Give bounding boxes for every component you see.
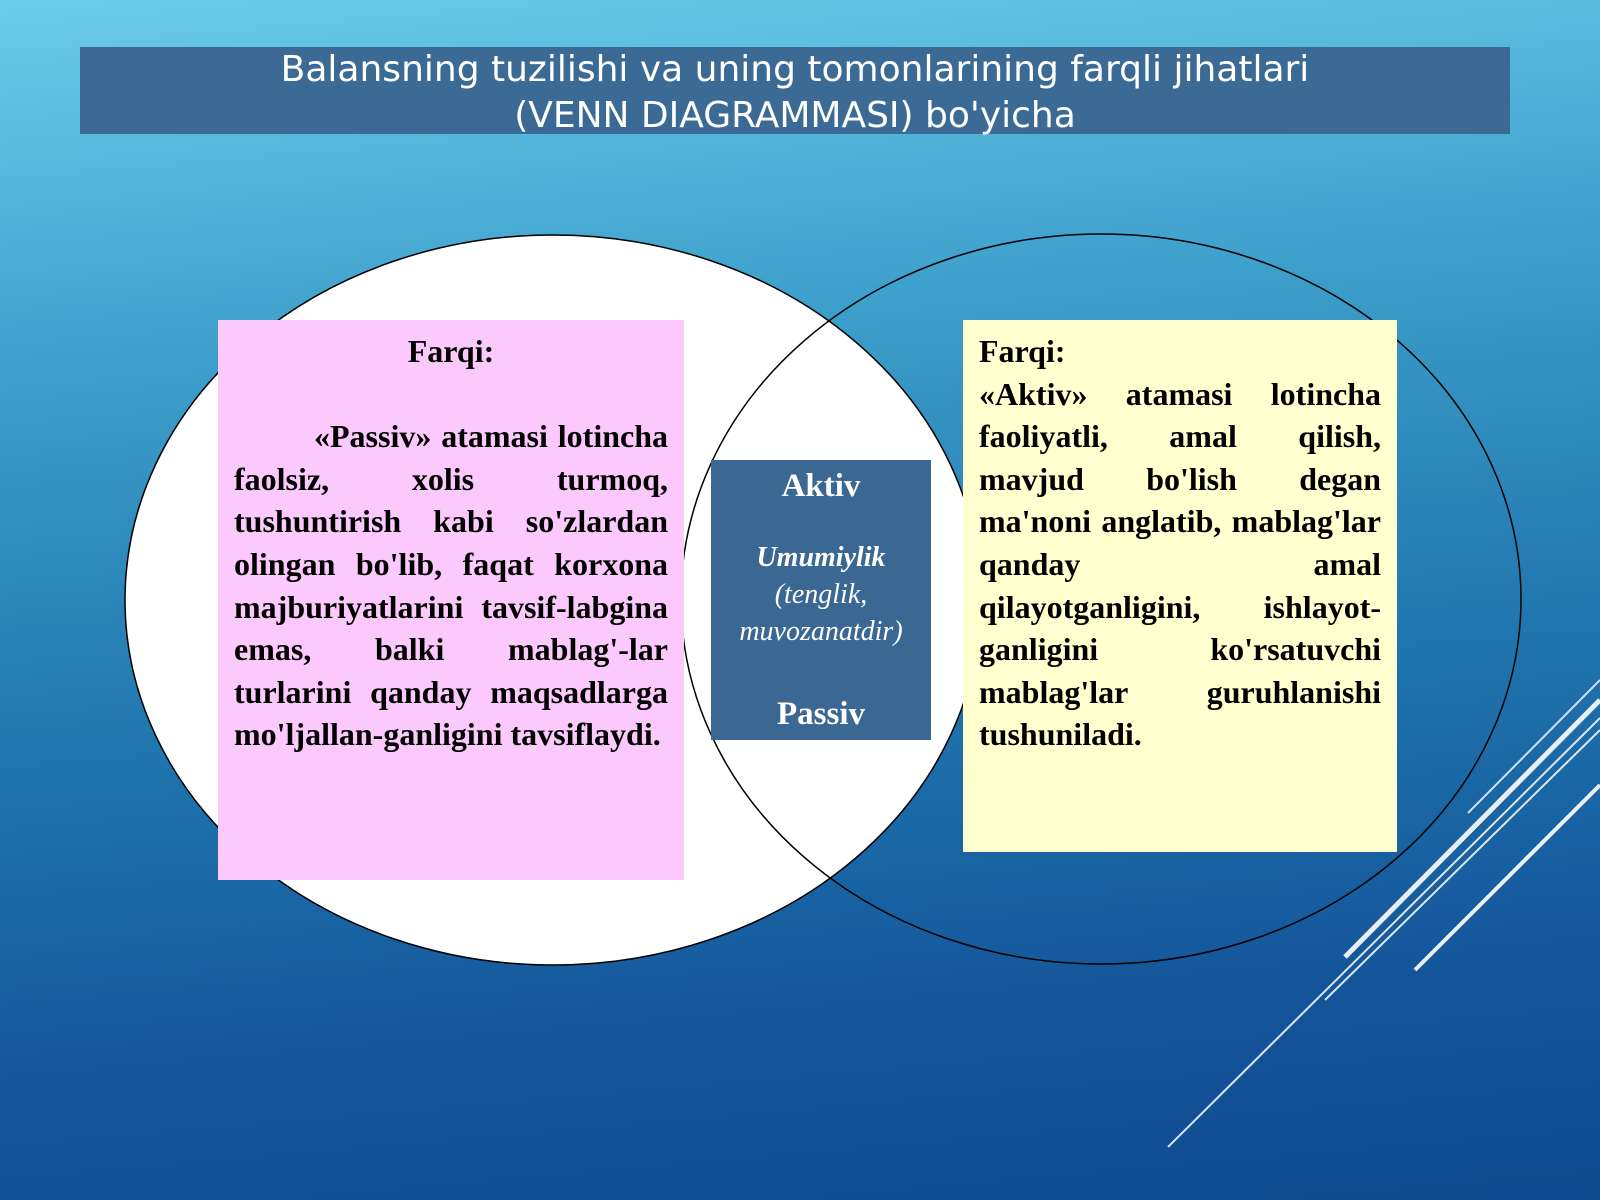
passiv-box-heading: Farqi: [407,333,495,369]
center-common-note: (tenglik, muvozanatdir) [739,579,903,647]
center-passiv-label: Passiv [776,696,865,732]
passiv-difference-box [218,320,684,880]
center-common-label: Umumiylik [756,542,886,573]
aktiv-box-heading: Farqi: [979,333,1066,369]
common-ground-box [711,460,931,740]
passiv-box-text: «Passiv» atamasi lotincha faolsiz, xolis turmoq, tushuntirish kabi so'zlardan olingan bo'lib, faqat korxona majburiyatlarini tavsif-labgina emas, balki mablag'-lar turlarini qanday maqsadlarga mo'ljallan-ganligini tavsiflaydi. [234,418,668,753]
title-line-1: Balansning tuzilishi va uning tomonlarining farqli jihatlari [280,49,1310,90]
aktiv-box-text: «Aktiv» atamasi lotincha faoliyatli, amal qilish, mavjud bo'lish degan ma'noni anglatib, mablag'lar qanday amal qilayotganligini, ishlayot-ganligini ko'rsatuvchi mablag'lar guruhlanishi tushuniladi. [979,375,1381,753]
aktiv-difference-box [963,320,1397,852]
title-line-2: (VENN DIAGRAMMASI) bo'yicha [514,95,1076,136]
title-banner [80,47,1510,134]
center-aktiv-label: Aktiv [781,468,861,504]
